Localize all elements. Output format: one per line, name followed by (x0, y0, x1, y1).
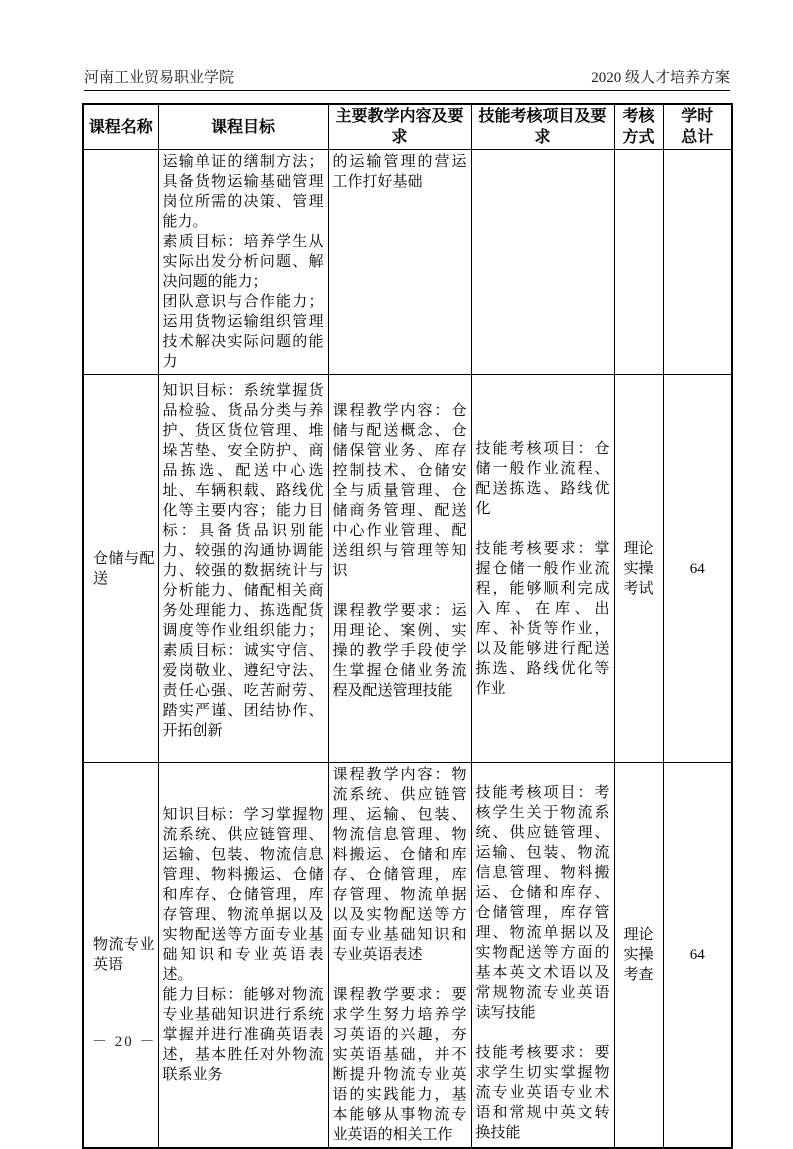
text-paragraph: 技能考核要求：要求学生切实掌握物流专业英语专业术语和常规中英文转换技能 (475, 1045, 610, 1141)
cell-skill-assessment (471, 763, 614, 1149)
header-doc-title: 2020 级人才培养方案 (591, 70, 730, 86)
page-number: － 20 － (92, 1034, 157, 1050)
col-header-content (328, 104, 471, 150)
text-paragraph: 运输单证的缮制方法；具备货物运输基础管理岗位所需的决策、管理能力。 (162, 154, 324, 230)
col-header-assessment (471, 104, 614, 150)
text-paragraph: 能力目标：能够对物流专业基础知识进行系统掌握并进行准确英语表述，基本胜任对外物流联系业务 (162, 987, 324, 1083)
cell-course-name: 物流专业英语 (83, 763, 158, 1149)
header-school-name: 河南工业贸易职业学院 (84, 70, 235, 86)
cell-assessment-method: 理论实操考查 (614, 763, 663, 1149)
table-row (83, 763, 732, 1149)
cell-skill-assessment (471, 150, 614, 375)
col-header-label: 技能考核项目及要求 (478, 108, 607, 146)
cell-teaching-content (328, 763, 471, 1149)
col-header-label: 课程名称 (88, 118, 153, 136)
col-header-label: 学时总计 (681, 108, 714, 146)
running-header (84, 66, 730, 87)
cell-teaching-content (328, 150, 471, 375)
text-paragraph: 课程教学内容：物流系统、供应链管理、运输、包装、物流信息管理、物料搬运、仓储和库存、仓储管理，库存管理、物流单据以及实物配送等方面专业基础知识和专业英语表述 (332, 767, 467, 963)
col-header-course-name (83, 104, 158, 150)
col-header-objectives (158, 104, 328, 150)
col-header-method (614, 104, 663, 150)
text-paragraph: 技能考核项目：考核学生关于物流系统、供应链管理、运输、包装、物流信息管理、物料搬运、仓储和库存、仓储管理，库存管理、物流单据以及实物配送等方面的基本英文术语以及常规物流专业英语读写技能 (475, 785, 610, 1021)
cell-objectives (158, 150, 328, 375)
text-paragraph: 技能考核项目：仓储一般作业流程、配送拣选、路线优化 (475, 441, 610, 517)
text-paragraph: 的运输管理的营运工作打好基础 (332, 154, 467, 190)
text-paragraph: 课程教学内容：仓储与配送概念、仓储保管业务、库存控制技术、仓储安全与质量管理、仓储商务管理、配送中心作业管理、配送组织与管理等知识 (332, 403, 467, 579)
text-paragraph: 知识目标：系统掌握货品检验、货品分类与养护、货区货位管理、堆垛苫垫、安全防护、商品拣选、配送中心选址、车辆积载、路线优化等主要内容；能力目标：具备货品识别能力、较强的沟通协调能力、较强的数据统计与分析能力、储配相关商务处理能力、拣选配货调度等作业组织能力；素质目标：诚实守信、爱岗敬业、遵纪守法、责任心强、吃苦耐劳、踏实严谨、团结协作、开拓创新 (162, 383, 324, 739)
cell-course-name (83, 150, 158, 375)
cell-assessment-method (614, 150, 663, 375)
text-paragraph: 课程教学要求：运用理论、案例、实操的教学手段使学生掌握仓储业务流程及配送管理技能 (332, 603, 467, 699)
col-header-label: 主要教学内容及要求 (335, 108, 464, 146)
text-paragraph: 技能考核要求：掌握仓储一般作业流程，能够顺利完成入库、在库、出库、补货等作业，以及能够进行配送拣选、路线优化等作业 (475, 541, 610, 697)
cell-total-hours: 64 (663, 763, 732, 1149)
cell-skill-assessment (471, 375, 614, 763)
cell-teaching-content (328, 375, 471, 763)
header-divider-line (84, 90, 730, 91)
cell-total-hours: 64 (663, 375, 732, 763)
col-header-label: 课程目标 (210, 118, 275, 136)
cell-course-name: 仓储与配送 (83, 375, 158, 763)
cell-objectives (158, 763, 328, 1149)
text-paragraph: 素质目标：培养学生从实际出发分析问题、解决问题的能力； (162, 234, 324, 290)
cell-objectives (158, 375, 328, 763)
table-row (83, 375, 732, 763)
cell-assessment-method: 理论实操考试 (614, 375, 663, 763)
table-row (83, 150, 732, 375)
curriculum-table (82, 103, 733, 1149)
table-header-row (83, 104, 732, 150)
col-header-label: 考核方式 (622, 108, 655, 146)
text-paragraph: 课程教学要求：要求学生努力培养学习英语的兴趣，夯实英语基础，并不断提升物流专业英语的实践能力，基本能够从事物流专业英语的相关工作 (332, 987, 467, 1143)
cell-total-hours (663, 150, 732, 375)
col-header-hours (663, 104, 732, 150)
text-paragraph: 团队意识与合作能力；运用货物运输组织管理技术解决实际问题的能力 (162, 294, 324, 370)
text-paragraph: 知识目标：学习掌握物流系统、供应链管理、运输、包装、物流信息管理、物料搬运、仓储和库存、仓储管理，库存管理、物流单据以及实物配送等方面专业基础知识和专业英语表述。 (162, 807, 324, 983)
